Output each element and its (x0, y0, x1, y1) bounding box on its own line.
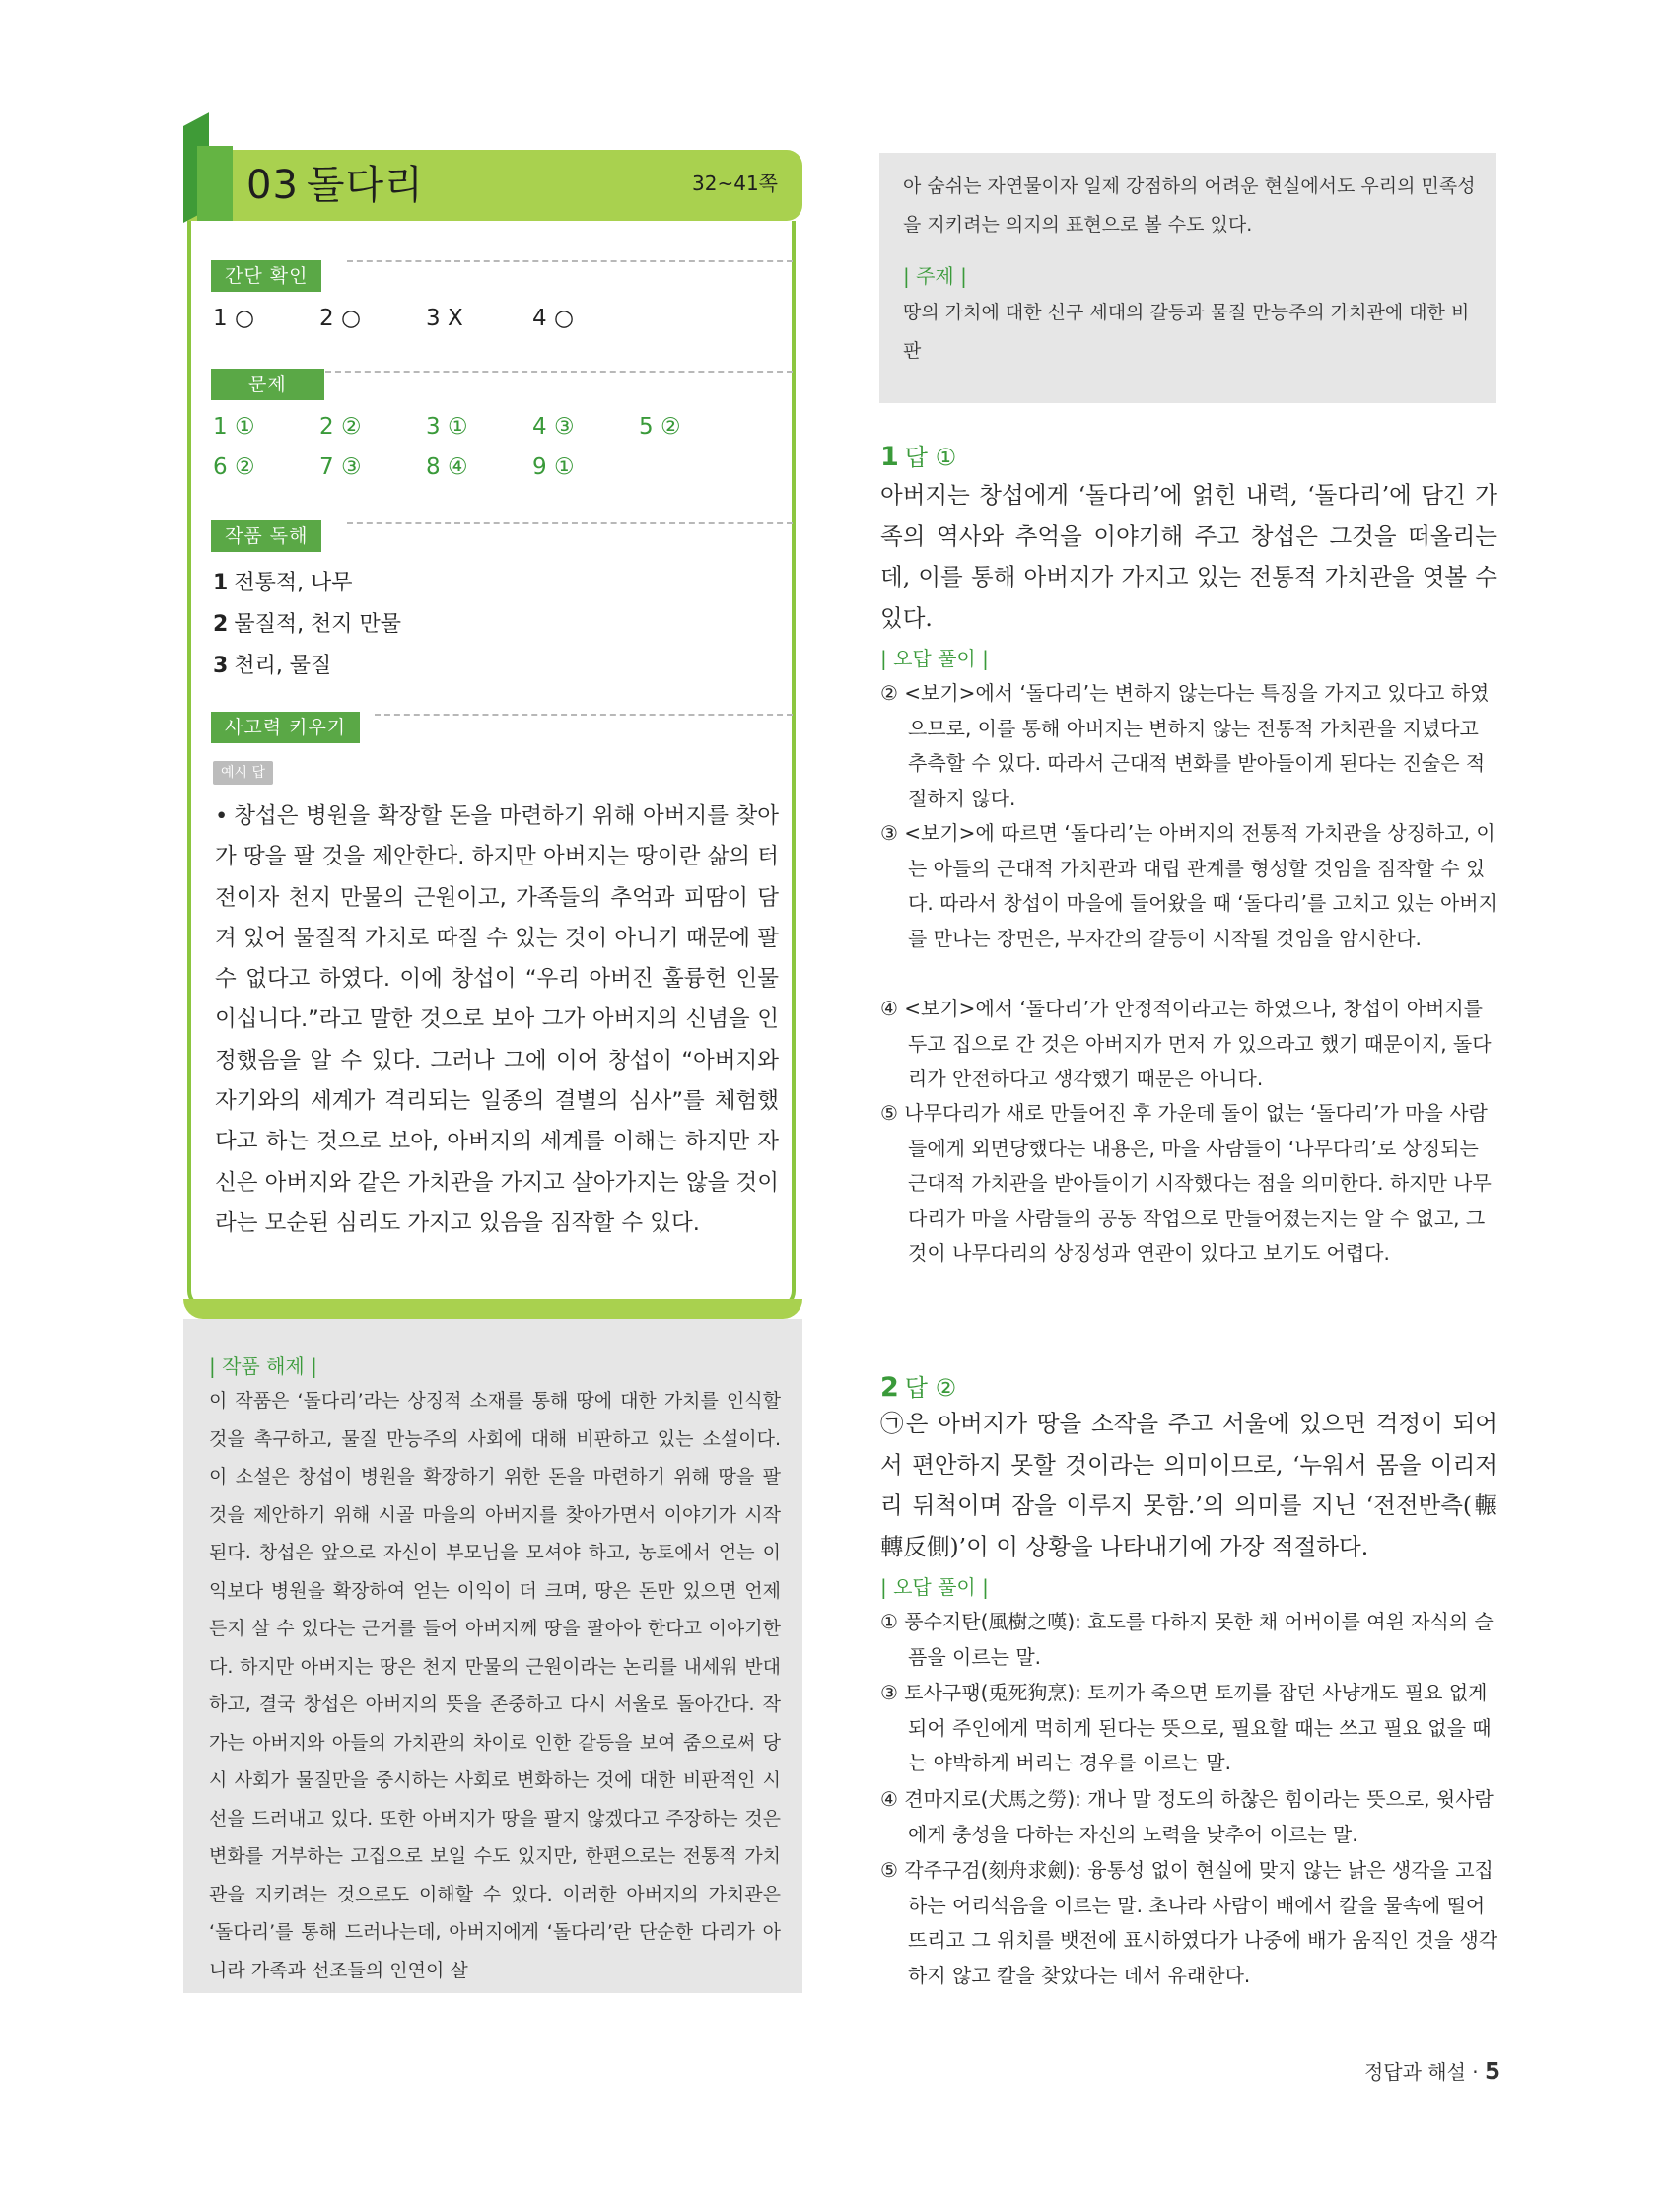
q1-number: 1 (880, 442, 899, 472)
q2-option: ③ 토사구팽(兎死狗烹): 토끼가 죽으면 토끼를 잡던 사냥개도 필요 없게 되어 주인에게 먹히게 된다는 뜻으로, 필요할 때는 쓰고 필요 없을 때는 야박하게 버리는 경우를 이르는 말. (880, 1681, 1492, 1775)
q2-heading (880, 1368, 956, 1403)
page-footer (1364, 2056, 1500, 2085)
reading-item: 2 물질적, 천지 만물 (213, 612, 402, 637)
problem-answer: 2 ② (319, 414, 362, 440)
problem-answer: 1 ① (213, 414, 255, 440)
explanation-continued-text: 아 숨쉬는 자연물이자 일제 강점하의 어려운 현실에서도 우리의 민족성을 지키려는 의지의 표현으로 볼 수도 있다. (903, 175, 1476, 236)
quick-check-item: 2 ○ (319, 306, 362, 331)
problem-answer: 4 ③ (532, 414, 575, 440)
theme-heading: | 주제 | (903, 264, 967, 288)
page-number: 5 (1484, 2059, 1500, 2085)
divider (347, 260, 793, 262)
q1-option: ⑤ 나무다리가 새로 만들어진 후 가운데 돌이 없는 ‘돌다리’가 마을 사람들에게 외면당했다는 내용은, 마을 사람들이 ‘나무다리’로 상징되는 근대적 가치관을 받아들이기 시작했다는 점을 의미한다. 하지만 나무다리가 마을 사람들의 공동 작업으로 만들어졌는지는 알 수 없고, 그것이 나무다리의 상징성과 연관이 있다고 보기도 어렵다. (880, 1101, 1492, 1266)
answer-box-bottom-edge (183, 1299, 802, 1319)
problems-row-2 (213, 454, 639, 480)
q1-option: ② <보기>에서 ‘돌다리’는 변하지 않는다는 특징을 가지고 있다고 하였으므로, 이를 통해 아버지는 변하지 않는 전통적 가치관을 지녔다고 추측할 수 있다. 따라서 근대적 변화를 받아들이게 된다는 진술은 적절하지 않다. (880, 681, 1490, 810)
q1-answer: 답 ① (904, 444, 957, 471)
q1-option: ④ <보기>에서 ‘돌다리’가 안정적이라고는 하였으나, 창섭이 아버지를 두고 집으로 간 것은 아버지가 먼저 가 있으라고 했기 때문이지, 돌다리가 안전하다고 생각했기 때문은 아니다. (880, 997, 1492, 1091)
problem-answer: 5 ② (639, 414, 681, 440)
problem-answer: 9 ① (532, 454, 575, 480)
quick-check-row (213, 306, 639, 331)
chapter-name: 돌다리 (306, 163, 424, 208)
problem-answer: 7 ③ (319, 454, 362, 480)
chapter-title (246, 158, 424, 213)
q1-heading (880, 438, 956, 472)
divider (347, 522, 793, 524)
thinking-label: 사고력 키우기 (211, 712, 360, 743)
chapter-tab-decoration-2 (197, 146, 233, 225)
q2-body: ㉠은 아버지가 땅을 소작을 주고 서울에 있으면 걱정이 되어서 편안하지 못할 것이라는 의미이므로, ‘누워서 몸을 이리저리 뒤척이며 잠을 이루지 못함.’의 의미를 지닌 ‘전전반측(輾轉反側)’이 이 상황을 나타내기에 가장 적절하다. (880, 1410, 1497, 1560)
problem-answer: 8 ④ (426, 454, 468, 480)
problem-answer: 6 ② (213, 454, 255, 480)
explanation-text: 이 작품은 ‘돌다리’라는 상징적 소재를 통해 땅에 대한 가치를 인식할 것을 촉구하고, 물질 만능주의 사회에 대해 비판하고 있는 소설이다. 이 소설은 창섭이 병원을 확장하기 위한 돈을 마련하기 위해 땅을 팔 것을 제안하기 위해 시골 마을의 아버지를 찾아가면서 이야기가 시작된다. 창섭은 앞으로 자신이 부모님을 모셔야 하고, 농토에서 얻는 이익보다 병원을 확장하여 얻는 이익이 더 크며, 땅은 돈만 있으면 언제든지 살 수 있다는 근거를 들어 아버지께 땅을 팔아야 한다고 이야기한다. 하지만 아버지는 땅은 천지 만물의 근원이라는 논리를 내세워 반대하고, 결국 창섭은 아버지의 뜻을 존중하고 다시 서울로 돌아간다. 작가는 아버지와 아들의 가치관의 차이로 인한 갈등을 보여 줌으로써 당시 사회가 물질만을 중시하는 사회로 변화하는 것에 대한 비판적인 시선을 드러내고 있다. 또한 아버지가 땅을 팔지 않겠다고 주장하는 것은 변화를 거부하는 고집으로 보일 수도 있지만, 한편으로는 전통적 가치관을 지키려는 것으로도 이해할 수 있다. 이러한 아버지의 가치관은 ‘돌다리’를 통해 드러나는데, 아버지에게 ‘돌다리’란 단순한 다리가 아니라 가족과 선조들의 인연이 살 (209, 1390, 781, 1981)
reading-item: 1 전통적, 나무 (213, 571, 353, 595)
divider (325, 371, 793, 373)
q2-option: ⑤ 각주구검(刻舟求劍): 융통성 없이 현실에 맞지 않는 낡은 생각을 고집하는 어리석음을 이르는 말. 초나라 사람이 배에서 칼을 물속에 떨어뜨리고 그 위치를 뱃전에 표시하였다가 나중에 배가 움직인 것을 생각하지 않고 칼을 찾았다는 데서 유래한다. (880, 1858, 1498, 1987)
example-answer-tag: 예시 답 (213, 761, 273, 785)
quick-check-item: 1 ○ (213, 306, 255, 331)
divider (375, 714, 793, 716)
problems-row-1 (213, 414, 745, 440)
problems-label: 문제 (211, 369, 324, 400)
chapter-pages: 32~41쪽 (692, 172, 778, 195)
thinking-text: 창섭은 병원을 확장할 돈을 마련하기 위해 아버지를 찾아가 땅을 팔 것을 제안한다. 하지만 아버지는 땅이란 삶의 터전이자 천지 만물의 근원이고, 가족들의 추억과 피땀이 담겨 있어 물질적 가치로 따질 수 있는 것이 아니기 때문에 팔 수 없다고 하였다. 이에 창섭이 “우리 아버진 훌륭헌 인물이십니다.”라고 말한 것으로 보아 그가 아버지의 신념을 인정했음을 알 수 있다. 그러나 그에 이어 창섭이 “아버지와 자기와의 세계가 격리되는 일종의 결별의 심사”를 체험했다고 하는 것으로 보아, 아버지의 세계를 이해는 하지만 자신은 아버지와 같은 가치관을 가지고 살아가지는 않을 것이라는 모순된 심리도 가지고 있음을 짐작할 수 있다. (215, 803, 779, 1236)
q2-option: ④ 견마지로(犬馬之勞): 개나 말 정도의 하찮은 힘이라는 뜻으로, 윗사람에게 충성을 다하는 자신의 노력을 낮추어 이르는 말. (880, 1787, 1494, 1846)
explanation-heading: | 작품 해제 | (209, 1354, 317, 1378)
q1-wrong-heading: | 오답 풀이 | (880, 647, 989, 670)
q2-wrong-heading: | 오답 풀이 | (880, 1575, 989, 1599)
q1-option: ③ <보기>에 따르면 ‘돌다리’는 아버지의 전통적 가치관을 상징하고, 이는 아들의 근대적 가치관과 대립 관계를 형성할 것임을 짐작할 수 있다. 따라서 창섭이 마을에 들어왔을 때 ‘돌다리’를 고치고 있는 아버지를 만나는 장면은, 부자간의 갈등이 시작될 것임을 암시한다. (880, 821, 1497, 950)
quick-check-item: 3 X (426, 306, 463, 331)
thinking-answer (215, 796, 779, 1244)
footer-label: 정답과 해설 · (1363, 2060, 1479, 2084)
theme-text: 땅의 가치에 대한 신구 세대의 갈등과 물질 만능주의 가치관에 대한 비판 (903, 302, 1470, 362)
chapter-number: 03 (246, 163, 299, 208)
q2-number: 2 (880, 1372, 899, 1403)
q2-answer: 답 ② (904, 1374, 957, 1402)
quick-check-item: 4 ○ (532, 306, 575, 331)
bullet: • (215, 803, 229, 829)
reading-item: 3 천리, 물질 (213, 654, 332, 678)
q1-body: 아버지는 창섭에게 ‘돌다리’에 얽힌 내력, ‘돌다리’에 담긴 가족의 역사와 추억을 이야기해 주고 창섭은 그것을 떠올리는데, 이를 통해 아버지가 가지고 있는 전통적 가치관을 엿볼 수 있다. (880, 481, 1497, 632)
quick-check-label: 간단 확인 (211, 260, 321, 292)
reading-label: 작품 독해 (211, 520, 321, 552)
q2-option: ① 풍수지탄(風樹之嘆): 효도를 다하지 못한 채 어버이를 여읜 자식의 슬픔을 이르는 말. (880, 1610, 1494, 1669)
problem-answer: 3 ① (426, 414, 468, 440)
